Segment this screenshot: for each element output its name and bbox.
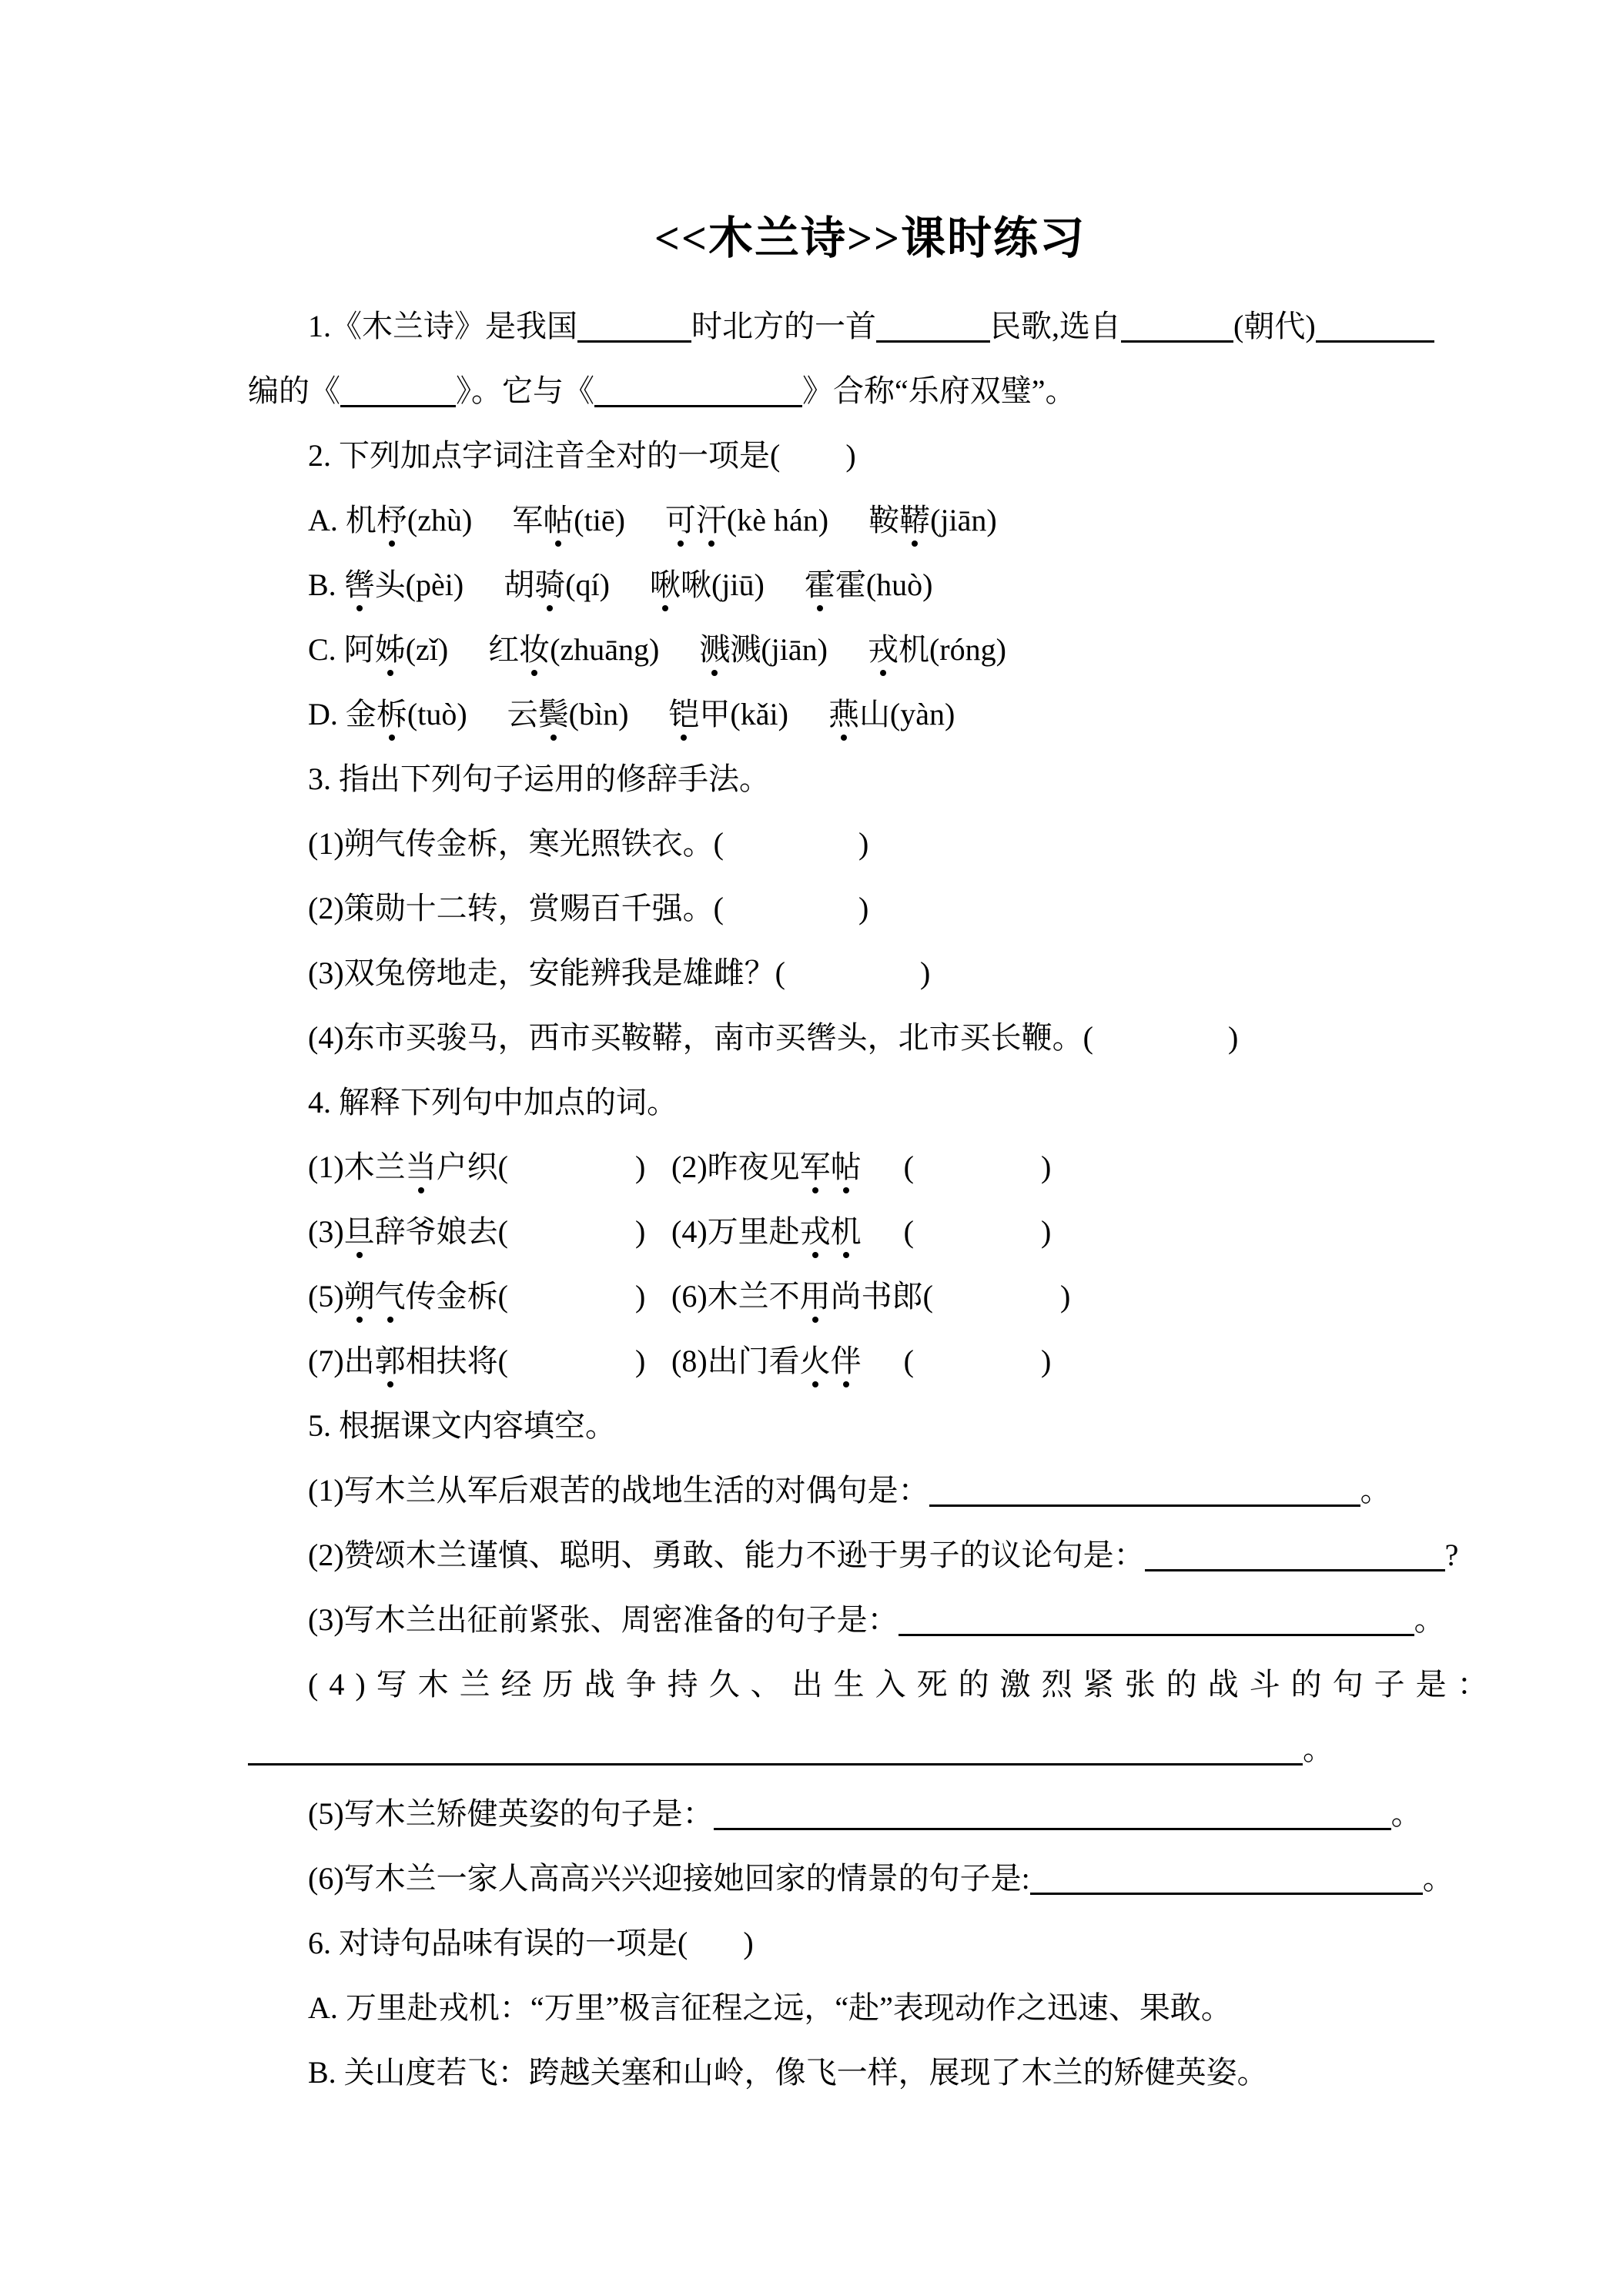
text-run: (5)写木兰矫健英姿的句子是：	[308, 1796, 714, 1831]
text-run: (6)写木兰一家人高高兴兴迎接她回家的情景的句子是:	[308, 1861, 1030, 1896]
text-run: 。	[1360, 1473, 1391, 1508]
text-run: 机(róng)	[898, 632, 1006, 667]
text-run: (	[903, 1344, 914, 1378]
text-run: 。	[1414, 1602, 1445, 1637]
text-run: (zǐ)	[405, 632, 449, 667]
fill-in-blank	[714, 1828, 1391, 1830]
text-run: )	[743, 1926, 754, 1960]
dotted-char: 帖	[830, 1150, 862, 1184]
q3-item-1	[308, 812, 1492, 876]
q4-row-4	[308, 1329, 1492, 1394]
q4-row-4-col1	[308, 1329, 671, 1394]
text-run: (2)昨夜见	[671, 1150, 800, 1184]
text-run: )	[845, 438, 856, 473]
text-run: (2)策勋十二转，赏赐百千强。(	[308, 891, 724, 925]
text-run: 。	[1422, 1861, 1454, 1896]
q5-item-6	[308, 1846, 1492, 1911]
text-run: (4)写木兰经历战争持久、出生入死的激烈紧张的战斗的句子是：	[308, 1667, 1499, 1702]
text-run: 甲(kǎi)	[699, 697, 788, 731]
dotted-char: 戎	[867, 632, 899, 667]
text-run: )	[1227, 1020, 1239, 1055]
q4-row-2	[308, 1200, 1492, 1264]
text-run: )	[634, 1344, 646, 1378]
dotted-char: 朔	[343, 1279, 375, 1314]
q5-item-1	[308, 1458, 1492, 1523]
q5-item-3	[308, 1588, 1492, 1652]
text-run: (	[903, 1214, 914, 1249]
text-run: C. 阿	[308, 632, 375, 667]
dotted-char: 妆	[519, 632, 550, 667]
q2-option-a	[308, 488, 1492, 553]
fill-in-blank	[929, 1504, 1360, 1507]
q5-item-4-stem	[308, 1652, 1499, 1717]
dotted-char: 可	[664, 503, 696, 537]
dotted-char: 骑	[534, 567, 566, 602]
text-run: D. 金	[308, 697, 376, 731]
q5-item-2	[308, 1523, 1492, 1588]
q4-row-2-col1	[308, 1200, 671, 1264]
q4-row-4-col2	[671, 1329, 1051, 1394]
dotted-char: 气	[374, 1279, 406, 1314]
dotted-char: 霍	[804, 567, 835, 602]
dotted-char: 辔	[343, 567, 375, 602]
q2-option-d	[308, 682, 1492, 747]
text-run: 辞爷娘去(	[374, 1214, 508, 1249]
text-run: 》合称“乐府双璧”。	[802, 373, 1076, 408]
dotted-char: 旦	[343, 1214, 375, 1249]
dotted-char: 机	[830, 1214, 862, 1249]
text-run: (6)木兰不	[671, 1279, 800, 1314]
q3-item-3	[308, 941, 1492, 1006]
fill-in-blank	[248, 1763, 1303, 1766]
text-run: 红	[488, 632, 520, 667]
q3-item-4	[308, 1006, 1492, 1070]
text-run: (1)朔气传金柝，寒光照铁衣。(	[308, 826, 724, 861]
q6-option-a	[308, 1976, 1492, 2040]
dotted-char: 戎	[799, 1214, 831, 1249]
text-run: (zhù)	[407, 503, 473, 537]
fill-in-blank	[1145, 1569, 1445, 1571]
text-run: 4. 解释下列句中加点的词。	[308, 1085, 678, 1120]
q4-row-1-col2	[671, 1135, 1051, 1200]
fill-in-blank	[594, 405, 802, 407]
q4-row-3-col1	[308, 1264, 671, 1329]
text-run: )	[1040, 1214, 1052, 1249]
text-run: (2)赞颂木兰谨慎、聪明、勇敢、能力不逊于男子的议论句是：	[308, 1538, 1145, 1572]
text-run: (tiē)	[574, 503, 625, 537]
fill-in-blank	[1030, 1893, 1423, 1895]
text-run: 胡	[504, 567, 535, 602]
text-run: 户织(	[436, 1150, 508, 1184]
text-run: 5. 根据课文内容填空。	[308, 1408, 616, 1443]
text-run: (jiān)	[930, 503, 997, 537]
text-run: )	[634, 1150, 646, 1184]
text-run: 》。它与《	[456, 373, 594, 408]
text-run: (kè hán)	[726, 503, 829, 537]
fill-in-blank	[876, 340, 990, 343]
fill-in-blank	[899, 1634, 1414, 1636]
text-run: B.	[308, 567, 344, 602]
text-run: (3)写木兰出征前紧张、周密准备的句子是：	[308, 1602, 899, 1637]
q1-line-2	[248, 359, 1492, 423]
q4-stem	[308, 1070, 1492, 1135]
dotted-char: 军	[799, 1150, 831, 1184]
text-run: )	[858, 826, 869, 861]
text-run: ?	[1444, 1538, 1459, 1572]
dotted-char: 鬓	[537, 697, 569, 731]
text-run: 6. 对诗句品味有误的一项是(	[308, 1926, 688, 1960]
fill-in-blank	[577, 340, 691, 343]
q3-item-2	[308, 876, 1492, 941]
q4-row-3	[308, 1264, 1492, 1329]
worksheet-title: <<木兰诗>>课时练习	[654, 213, 1086, 263]
text-run: )	[634, 1279, 646, 1314]
q4-row-1	[308, 1135, 1492, 1200]
q4-row-3-col2	[671, 1264, 1070, 1329]
text-run: 云	[507, 697, 538, 731]
text-run: 3. 指出下列句子运用的修辞手法。	[308, 761, 770, 796]
text-run: 编的《	[248, 373, 340, 408]
dotted-char: 当	[405, 1150, 437, 1184]
worksheet-body	[248, 294, 1499, 2105]
text-run: 相扶将(	[405, 1344, 508, 1378]
q5-item-4-answer-line	[248, 1717, 1492, 1782]
dotted-char: 用	[799, 1279, 831, 1314]
q4-row-1-col1	[308, 1135, 671, 1200]
text-run: (1)写木兰从军后艰苦的战地生活的对偶句是：	[308, 1473, 929, 1508]
text-run: 。	[1303, 1732, 1334, 1766]
text-run: 溅(jiān)	[730, 632, 828, 667]
text-run: (3)	[308, 1214, 344, 1249]
q2-stem	[308, 423, 1492, 488]
text-run: (qí)	[565, 567, 610, 602]
text-run: (zhuāng)	[550, 632, 660, 667]
q1-line-1	[308, 294, 1492, 359]
text-run: )	[1059, 1279, 1071, 1314]
q2-option-c	[308, 618, 1492, 682]
text-run: )	[1040, 1344, 1052, 1378]
dotted-char: 铠	[668, 697, 700, 731]
dotted-char: 鞯	[899, 503, 931, 537]
dotted-char: 伴	[830, 1344, 862, 1378]
text-run: (4)东市买骏马，西市买鞍鞯，南市买辔头，北市买长鞭。(	[308, 1020, 1093, 1055]
dotted-char: 郭	[374, 1344, 406, 1378]
text-run: 。	[1390, 1796, 1422, 1831]
text-run: )	[858, 891, 869, 925]
text-run: 1.《木兰诗》是我国	[308, 309, 577, 343]
text-run: (5)	[308, 1279, 344, 1314]
fill-in-blank	[340, 405, 456, 407]
text-run: 山(yàn)	[858, 697, 955, 731]
text-run: B. 关山度若飞：跨越关塞和山岭，像飞一样，展现了木兰的矫健英姿。	[308, 2055, 1268, 2090]
text-run: 啾(jiū)	[680, 567, 765, 602]
q6-stem	[308, 1911, 1492, 1976]
text-run: (4)万里赴	[671, 1214, 800, 1249]
q6-option-b	[308, 2040, 1492, 2105]
text-run: )	[919, 956, 931, 990]
fill-in-blank	[1121, 340, 1233, 343]
text-run: 传金柝(	[405, 1279, 508, 1314]
text-run: 头(pèi)	[374, 567, 464, 602]
q3-stem	[308, 747, 1492, 812]
text-run: 军	[512, 503, 544, 537]
text-run: (1)木兰	[308, 1150, 406, 1184]
text-run: 鞍	[868, 503, 900, 537]
text-run: (7)出	[308, 1344, 375, 1378]
text-run: A. 万里赴戎机：“万里”极言征程之远，“赴”表现动作之迅速、果敢。	[308, 1990, 1232, 2025]
text-run: 尚书郎(	[830, 1279, 933, 1314]
dotted-char: 溅	[699, 632, 731, 667]
text-run: 霍(huò)	[835, 567, 933, 602]
text-run: (	[903, 1150, 914, 1184]
dotted-char: 火	[799, 1344, 831, 1378]
text-run: (朝代)	[1233, 309, 1316, 343]
text-run: (tuò)	[407, 697, 467, 731]
q2-option-b	[308, 553, 1492, 618]
text-run: )	[1040, 1150, 1052, 1184]
dotted-char: 柝	[376, 697, 407, 731]
q5-stem	[308, 1394, 1492, 1458]
text-run: (bìn)	[568, 697, 629, 731]
q5-item-5	[308, 1782, 1492, 1846]
dotted-char: 燕	[828, 697, 859, 731]
fill-in-blank	[1316, 340, 1434, 343]
dotted-char: 汗	[695, 503, 727, 537]
text-run: )	[634, 1214, 646, 1249]
text-run: 民歌,选自	[990, 309, 1121, 343]
dotted-char: 姊	[374, 632, 406, 667]
q4-row-2-col2	[671, 1200, 1051, 1264]
dotted-char: 杼	[376, 503, 407, 537]
text-run: 时北方的一首	[691, 309, 876, 343]
text-run: (3)双兔傍地走，安能辨我是雄雌？(	[308, 956, 785, 990]
text-run: (8)出门看	[671, 1344, 800, 1378]
text-run: A. 机	[308, 503, 376, 537]
text-run: 2. 下列加点字词注音全对的一项是(	[308, 438, 781, 473]
dotted-char: 啾	[649, 567, 681, 602]
dotted-char: 帖	[543, 503, 574, 537]
